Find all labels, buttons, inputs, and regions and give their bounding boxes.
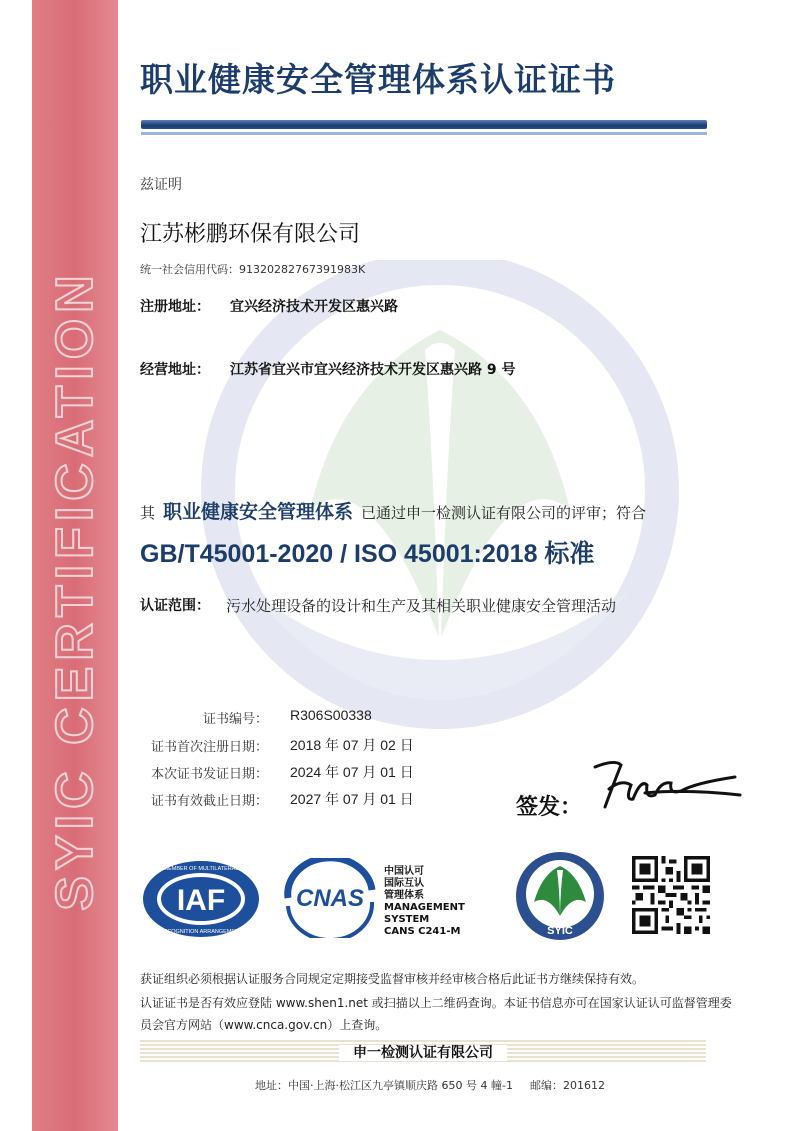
standard-text: GB/T45001-2020 / ISO 45001:2018 标准	[140, 540, 595, 568]
hereby-certify-label: 兹证明	[140, 177, 182, 193]
title-underline	[141, 120, 707, 129]
syic-logo	[512, 850, 608, 942]
registered-address-value: 宜兴经济技术开发区惠兴路	[230, 299, 398, 315]
first-registration-label: 证书首次注册日期：	[150, 740, 268, 755]
issuer-name-wrap	[0, 1042, 800, 1062]
operating-address-label: 经营地址：	[140, 362, 210, 378]
expiry-date-value: 2027 年 07 月 01 日	[290, 791, 414, 807]
signature-image	[585, 755, 745, 815]
certificate-number-value: R306S00338	[290, 707, 372, 723]
iaf-ring-bottom: RECOGNITION ARRANGEMENT	[159, 929, 243, 935]
system-suffix: 已通过申一检测认证有限公司的评审；符合	[361, 504, 647, 522]
side-watermark-text: SYIC CERTIFICATION	[46, 269, 104, 911]
iaf-ring-top: MEMBER OF MULTILATERAL	[163, 866, 239, 872]
issue-date-value: 2024 年 07 月 01 日	[290, 764, 414, 780]
system-prefix: 其	[140, 504, 156, 522]
title-underline-thin	[141, 132, 707, 135]
credit-code: 统一社会信用代码：91320282767391983K	[140, 263, 366, 276]
cnas-line: MANAGEMENT SYSTEM	[384, 902, 465, 925]
certificate-title: 职业健康安全管理体系认证证书	[140, 60, 616, 99]
scope-value: 污水处理设备的设计和生产及其相关职业健康安全管理活动	[226, 597, 617, 615]
registered-address-label: 注册地址：	[140, 299, 210, 315]
company-name: 江苏彬鹏环保有限公司	[140, 222, 361, 247]
issuer-name: 申一检测认证有限公司	[339, 1045, 507, 1061]
operating-address-value: 江苏省宜兴市宜兴经济技术开发区惠兴路 9 号	[230, 362, 516, 378]
syic-text: SYIC	[547, 925, 573, 937]
cnas-caption	[384, 866, 504, 938]
certificate-number-label: 证书编号：	[202, 712, 268, 727]
issuer-address: 地址：中国·上海·松江区九亭镇顺庆路 650 号 4 幢-1	[255, 1079, 513, 1092]
issuer-postcode: 邮编：201612	[530, 1079, 605, 1092]
cnas-line: 中国认可	[384, 866, 424, 877]
qr-code-icon[interactable]	[632, 856, 710, 934]
footer-cnca-note: 员会官方网站（www.cnca.gov.cn）上查询。	[140, 1018, 388, 1032]
signature-label: 签发：	[516, 795, 583, 820]
system-statement	[140, 497, 646, 524]
system-name: 职业健康安全管理体系	[163, 501, 354, 523]
issue-date-label: 本次证书发证日期：	[150, 767, 268, 782]
expiry-date-label: 证书有效截止日期：	[150, 794, 268, 809]
cnas-line: 国际互认	[384, 878, 424, 889]
cnas-line: CANS C241-M	[384, 926, 461, 937]
iaf-logo	[140, 858, 262, 940]
footer-verification-note: 认证证书是否有效应登陆 www.shen1.net 或扫描以上二维码查询。本证书信息亦可在国家认证认可监督管理委	[140, 996, 732, 1010]
cnas-logo	[280, 858, 380, 938]
iaf-text: IAF	[176, 884, 226, 917]
cnas-text: CNAS	[295, 885, 365, 912]
footer-validity-note: 获证组织必须根据认证服务合同规定定期接受监督审核并经审核合格后此证书方继续保持有效。	[140, 972, 645, 986]
scope-label: 认证范围：	[140, 598, 210, 614]
first-registration-value: 2018 年 07 月 02 日	[290, 737, 414, 753]
cnas-line: 管理体系	[384, 890, 424, 901]
